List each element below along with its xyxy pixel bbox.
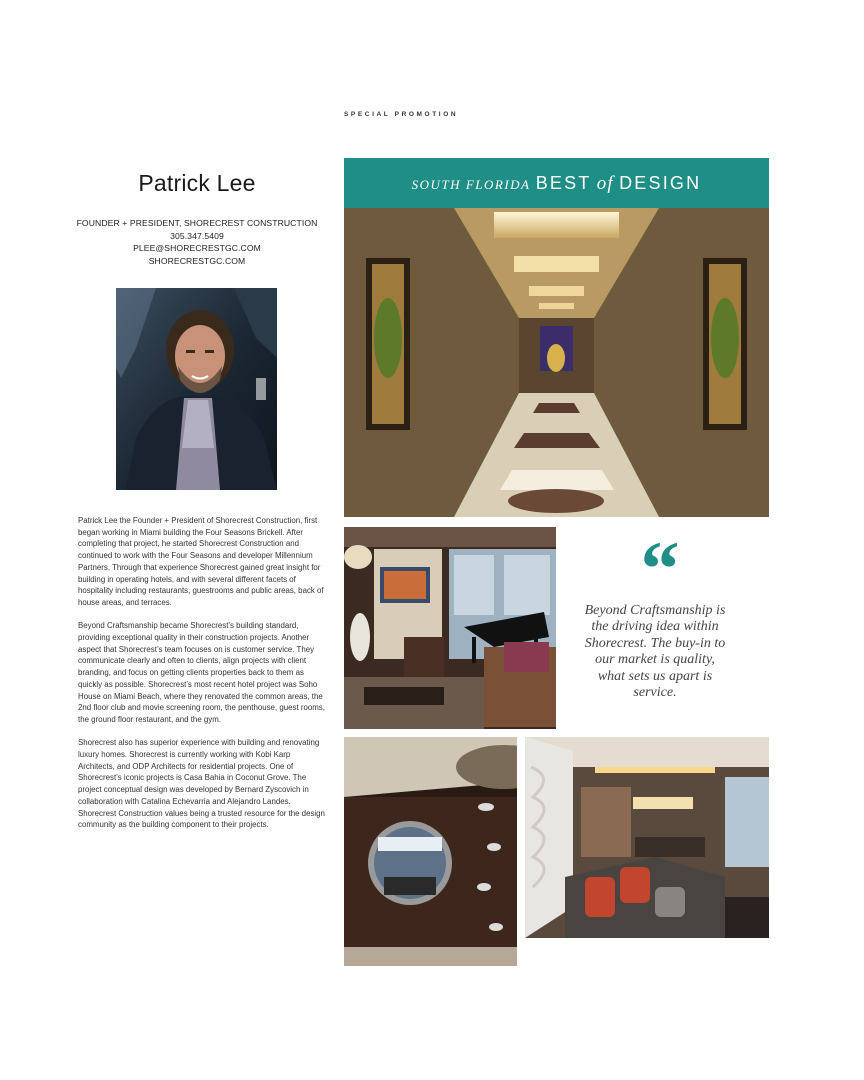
lounge-photo (525, 737, 769, 938)
article-body (78, 515, 328, 843)
portrait-photo (116, 288, 277, 490)
profile-phone: 305.347.5409 (170, 230, 224, 241)
bar-room-photo (344, 737, 517, 966)
profile-contact (76, 217, 318, 267)
banner-design: DESIGN (619, 173, 702, 193)
banner-of: of (596, 173, 614, 194)
pull-quote: Beyond Craftsmanship is the driving idea within Shorecrest. The buy-in to our market is quality, what sets us apart is service. (584, 603, 726, 701)
living-room-photo (344, 527, 556, 729)
quote-mark-icon: “ (640, 525, 680, 612)
article-paragraph: Shorecrest also has superior experience with building and renovating luxury homes. Shorecrest is currently working with Kobi Karp Architects, and ODP Architects for residential projects. One of Shorecrest’s iconic projects is Casa Bahia in Coconut Grove. The project conceptual design was developed by Bernard Zyscovich in collaboration with Catalina Echevarria and Alejandro Landes. Shorecrest Construction values being a trusted resource for the design community as the building component to their projects. (78, 738, 325, 830)
banner-region: SOUTH FLORIDA (411, 177, 531, 192)
banner-best: BEST (535, 173, 592, 193)
profile-email: PLEE@SHORECRESTGC.COM (133, 243, 261, 253)
article-paragraph: Beyond Craftsmanship became Shorecrest’s building standard, providing exceptional quality in their construction projects. Another aspect that Shorecrest’s team focuses on is customer service. They communicate clearly and often to clients, align projects with client branding, and focus on getting clients properties back to them as quickly as possible. Shorecrest’s most recent hotel project was Soho House on Miami Beach, where they renovated the common areas, the 2nd floor club and movie screening room, the penthouse, guest rooms, the ground floor restaurant, and the gym. (78, 621, 325, 724)
profile-title: FOUNDER + PRESIDENT, SHORECREST CONSTRUCTION (76, 218, 318, 228)
corridor-photo (344, 208, 769, 517)
special-promotion-label: SPECIAL PROMOTION (344, 111, 459, 118)
best-of-design-banner (344, 158, 769, 208)
profile-name: Patrick Lee (138, 170, 256, 196)
article-paragraph: Patrick Lee the Founder + President of Shorecrest Construction, first began working in Miami building the Four Seasons Brickell. After completing that project, he started Shorecrest Construction and continued to work with the Four Seasons and developer Millennium Partners. Through that experience Shorecrest gained great insight for building in operating hotels, and with several different facets of hospitality including restaurants, guestrooms and public areas, back of house areas, and terraces. (78, 516, 324, 607)
profile-website: SHORECRESTGC.COM (148, 255, 246, 266)
